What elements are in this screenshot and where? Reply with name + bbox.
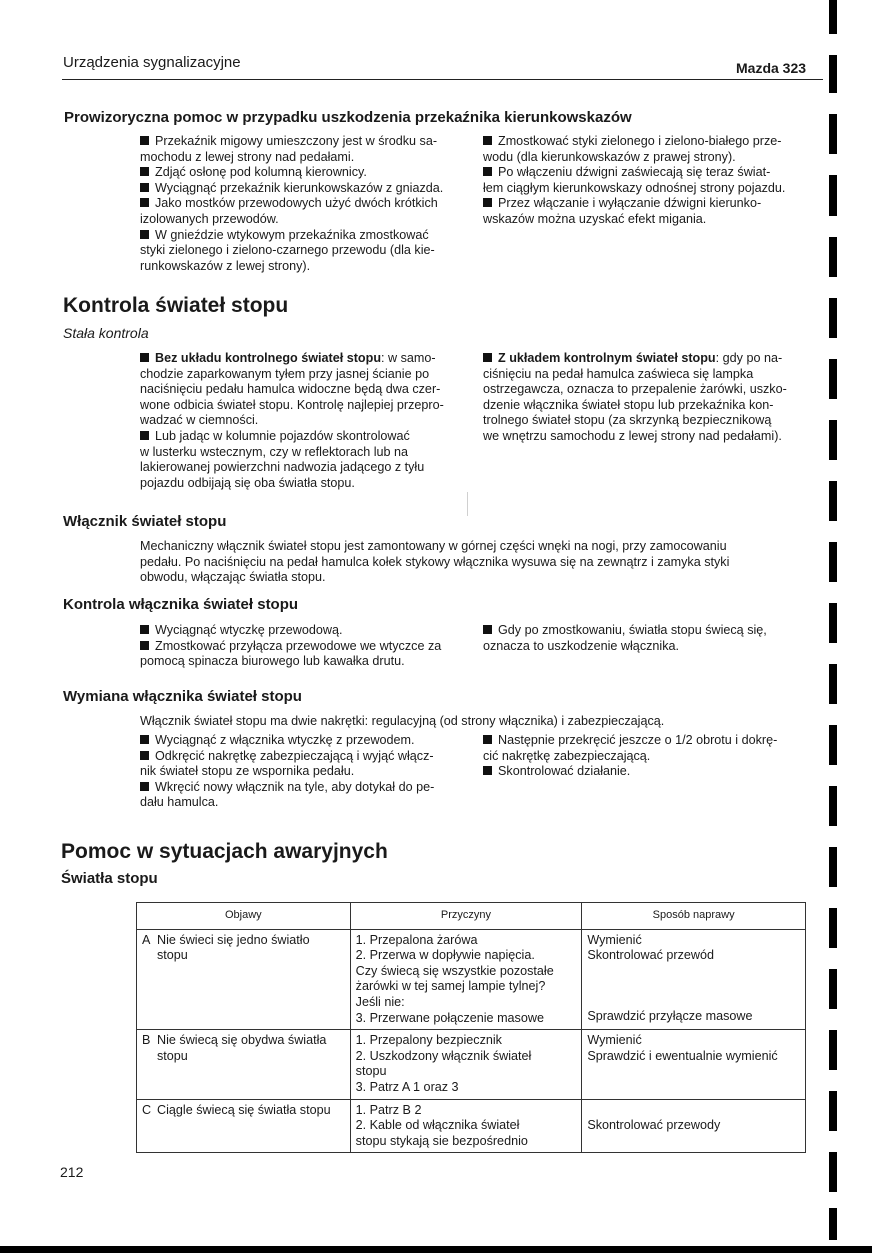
column-header-remedy: Sposób naprawy bbox=[582, 903, 806, 930]
scan-bottom-edge bbox=[0, 1246, 872, 1253]
bullet-square-icon bbox=[140, 782, 149, 791]
bullet-square-icon bbox=[140, 735, 149, 744]
scan-edge-mark bbox=[829, 725, 837, 765]
remedy-cell: Skontrolować przewody bbox=[582, 1099, 806, 1153]
scan-edge-mark bbox=[829, 237, 837, 277]
page-number: 212 bbox=[60, 1164, 84, 1180]
running-header-model: Mazda 323 bbox=[736, 60, 807, 76]
causes-cell: 1. Przepalony bezpiecznik 2. Uszkodzony włącznik świateł stopu 3. Patrz A 1 oraz 3 bbox=[350, 1030, 582, 1099]
causes-cell: 1. Przepalona żarówa 2. Przerwa w dopływie napięcia. Czy świecą się wszystkie pozostałe żarówki w tej samej lampie tylnej? Jeśli nie: 3. Przerwane połączenie masowe bbox=[350, 929, 582, 1030]
column-header-causes: Przyczyny bbox=[350, 903, 582, 930]
remedy-cell: Wymienić Skontrolować przewód Sprawdzić przyłącze masowe bbox=[582, 929, 806, 1030]
table-row bbox=[137, 1099, 806, 1153]
s5-intro: Włącznik świateł stopu ma dwie nakrętki: regulacyjną (od strony włącznika) i zabezpieczającą. bbox=[140, 714, 665, 728]
bullet-square-icon bbox=[140, 230, 149, 239]
scan-edge-mark bbox=[829, 55, 837, 93]
scan-edge-mark bbox=[829, 908, 837, 948]
bullet-square-icon bbox=[483, 198, 492, 207]
bullet-square-icon bbox=[483, 136, 492, 145]
column-header-symptoms: Objawy bbox=[137, 903, 351, 930]
bullet-square-icon bbox=[483, 353, 492, 362]
bullet-line: Przekaźnik migowy umieszczony jest w środku sa- bbox=[140, 134, 466, 150]
bullet-square-icon bbox=[483, 766, 492, 775]
s5-left-column: Wyciągnąć z włącznika wtyczkę z przewodem. Odkręcić nakrętkę zabezpieczającą i wyjąć włącz- nik świateł stopu ze wspornika pedału. Wkręcić nowy włącznik na tyle, aby dotykał do pe- dału hamulca. bbox=[140, 733, 435, 810]
s4-right-column: Gdy po zmostkowaniu, światła stopu świecą się, oznacza to uszkodzenie włącznika. bbox=[483, 623, 767, 653]
scan-edge-mark bbox=[829, 1030, 837, 1070]
scan-edge-mark bbox=[829, 786, 837, 826]
section-title-turn-signal-relay: Prowizoryczna pomoc w przypadku uszkodzenia przekaźnika kierunkowskazów bbox=[64, 109, 632, 126]
scan-edge-mark bbox=[829, 0, 837, 34]
symptom-cell: B Nie świecą się obydwa światła stopu bbox=[137, 1030, 351, 1099]
bullet-square-icon bbox=[140, 751, 149, 760]
table-row bbox=[137, 929, 806, 1030]
scan-edge-mark bbox=[829, 298, 837, 338]
scan-edge-mark bbox=[829, 603, 837, 643]
s1-left-column: Przekaźnik migowy umieszczony jest w środku sa- mochodu z lewej strony nad pedałami. Zdjąć osłonę pod kolumną kierownicy. Wyciągnąć przekaźnik kierunkowskazów z gniazda. Jako mostków przewodowych użyć dwóch krótkich izolowanych przewodów. W gnieździe wtykowym przekaźnika zmostkować styki zielonego i zielono-czarnego przewodu (dla kie- runkowskazów z lewej strony). bbox=[140, 134, 466, 274]
bullet-square-icon bbox=[483, 167, 492, 176]
section-title-brake-light-check: Kontrola świateł stopu bbox=[63, 294, 289, 317]
section-title-switch-replacement: Wymiana włącznika świateł stopu bbox=[63, 688, 302, 705]
column-divider bbox=[467, 492, 468, 516]
scan-edge-mark bbox=[829, 847, 837, 887]
symptom-cell: C Ciągle świecą się światła stopu bbox=[137, 1099, 351, 1153]
scan-edge-mark bbox=[829, 175, 837, 216]
section-title-emergency-help: Pomoc w sytuacjach awaryjnych bbox=[61, 840, 388, 863]
scan-edge-mark bbox=[829, 1152, 837, 1192]
bullet-square-icon bbox=[140, 136, 149, 145]
s4-left-column: Wyciągnąć wtyczkę przewodową. Zmostkować przyłącza przewodowe we wtyczce za pomocą spinacza biurowego lub kawałka drutu. bbox=[140, 623, 442, 669]
scan-edge-mark bbox=[829, 114, 837, 154]
section-title-switch-check: Kontrola włącznika świateł stopu bbox=[63, 596, 299, 613]
section-title-brake-light-switch: Włącznik świateł stopu bbox=[63, 513, 227, 530]
running-header-section: Urządzenia sygnalizacyjne bbox=[63, 54, 241, 71]
bullet-square-icon bbox=[140, 167, 149, 176]
causes-cell: 1. Patrz B 2 2. Kable od włącznika świateł stopu stykają sie bezpośrednio bbox=[350, 1099, 582, 1153]
s3-paragraph: Mechaniczny włącznik świateł stopu jest zamontowany w górnej części wnęki na nogi, przy zamocowaniu pedału. Po naciśnięciu na pedał hamulca kołek stykowy włącznika wysuwa się na zewnątrz i zamyka styki obwodu, włączając światła stopu. bbox=[140, 539, 730, 585]
bullet-square-icon bbox=[483, 625, 492, 634]
table-header-row bbox=[137, 903, 806, 930]
s2-right-column: Z układem kontrolnym świateł stopu: gdy po na- ciśnięciu na pedał hamulca zaświeca się lampka ostrzegawcza, oznacza to przepalenie żarówki, uszko- dzenie włącznika świateł stopu lub przekaźnika kon- trolnego świateł stopu (za skrzynką bezpiecznikową we wnętrzu samochodu z lewej strony nad pedałami). bbox=[483, 351, 787, 443]
bullet-square-icon bbox=[140, 353, 149, 362]
bullet-square-icon bbox=[140, 183, 149, 192]
scan-edge-mark bbox=[829, 664, 837, 704]
scan-edge-mark bbox=[829, 1091, 837, 1131]
section-subtitle-brake-lights: Światła stopu bbox=[61, 870, 158, 887]
scan-edge-mark bbox=[829, 969, 837, 1009]
scan-edge-mark bbox=[829, 481, 837, 521]
bullet-square-icon bbox=[140, 641, 149, 650]
bullet-square-icon bbox=[140, 431, 149, 440]
table-row bbox=[137, 1030, 806, 1099]
scan-edge-mark bbox=[829, 542, 837, 582]
scan-edge-mark bbox=[829, 359, 837, 399]
symptom-cell: A Nie świeci się jedno światło stopu bbox=[137, 929, 351, 1030]
s5-right-column: Następnie przekręcić jeszcze o 1/2 obrotu i dokrę- cić nakrętkę zabezpieczającą. Skontrolować działanie. bbox=[483, 733, 778, 779]
section-subtitle-continuous-check: Stała kontrola bbox=[63, 325, 149, 341]
bullet-square-icon bbox=[483, 735, 492, 744]
troubleshooting-table bbox=[136, 902, 806, 1153]
scan-edge-mark bbox=[829, 1208, 837, 1240]
header-rule bbox=[62, 79, 823, 80]
scan-edge-mark bbox=[829, 420, 837, 460]
s2-left-column: Bez układu kontrolnego świateł stopu: w samo- chodzie zaparkowanym tyłem przy jasnej ścianie po naciśnięciu pedału hamulca widoczne będą dwa czer- wone odbicia świateł stopu. Kontrolę najlepiej przepro- wadzać w ciemności. Lub jadąc w kolumnie pojazdów skontrolować w lusterku wstecznym, czy w reflektorach lub na lakierowanej powierzchni nadwozia jadącego z tyłu pojazdu odbijają się oba światła stopu. bbox=[140, 351, 444, 490]
s1-right-column: Zmostkować styki zielonego i zielono-białego prze- wodu (dla kierunkowskazów z prawej strony). Po włączeniu dźwigni zaświecają się teraz świat- łem ciągłym kierunkowskazy odnośnej strony pojazdu. Przez włączanie i wyłączanie dźwigni kierunko- wskazów można uzyskać efekt migania. bbox=[483, 134, 786, 226]
remedy-cell: Wymienić Sprawdzić i ewentualnie wymienić bbox=[582, 1030, 806, 1099]
bullet-square-icon bbox=[140, 198, 149, 207]
bullet-square-icon bbox=[140, 625, 149, 634]
